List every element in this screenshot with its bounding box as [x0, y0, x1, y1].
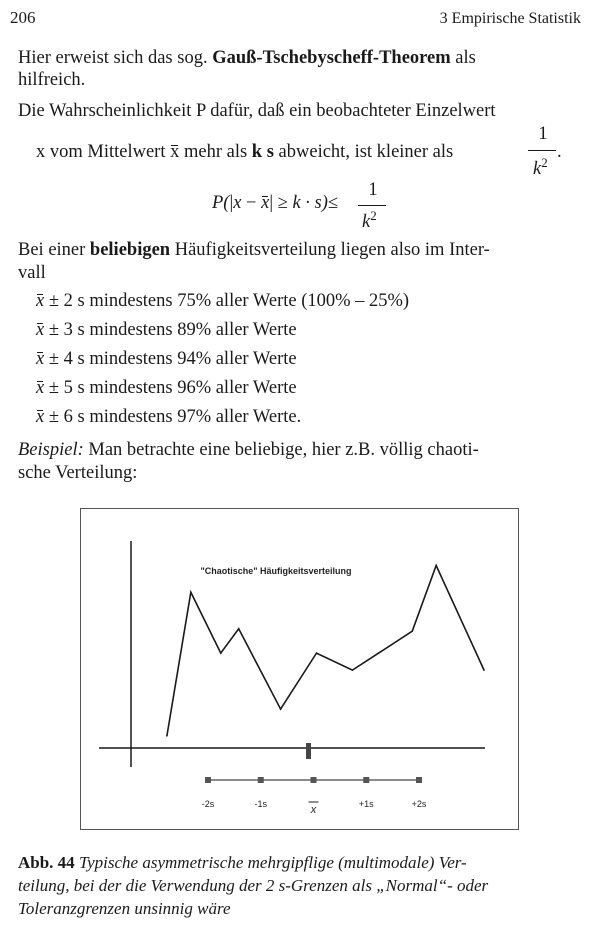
interval-text: ± 4 s mindestens 94% aller Werte: [44, 349, 297, 369]
chart-frame: [80, 508, 519, 830]
formula-p: P(: [212, 193, 230, 213]
statement-text-c: abweicht, ist kleiner als: [273, 142, 454, 162]
mean-symbol: x: [170, 142, 180, 162]
page-number: 206: [10, 8, 36, 27]
formula-denominator: [362, 208, 377, 233]
fraction-denominator: [533, 155, 548, 180]
formula-abs-left: |: [229, 193, 234, 213]
caption-label: Abb. 44: [18, 853, 75, 872]
caption-line-3: Toleranzgrenzen unsinnig wäre: [18, 899, 231, 918]
interval-text: ± 5 s mindestens 96% aller Werte: [44, 378, 297, 398]
interval-mean: x: [36, 378, 45, 398]
sigma-tick-label: -1s: [254, 799, 268, 809]
interval-item: [36, 407, 301, 428]
sigma-tick-marker: [363, 777, 369, 783]
interval-text: ± 3 s mindestens 89% aller Werte: [44, 320, 297, 340]
sigma-tick-marker: [258, 777, 264, 783]
formula-abs-right: |: [269, 193, 274, 213]
data-point: [280, 708, 282, 710]
sigma-tick-label: +2s: [411, 799, 427, 809]
formula-ks: k · s): [292, 193, 328, 213]
distribution-line-1: [18, 240, 490, 261]
formula-ge: ≥: [273, 193, 293, 213]
caption-text: Typische asymmetrische mehrgipflige (multimodale) Ver-: [74, 853, 467, 872]
distribution-bold: beliebigen: [89, 240, 171, 260]
theorem-name: Gauß-Tschebyscheff-Theorem: [212, 48, 451, 68]
data-point: [316, 652, 318, 654]
intro-line-2: hilfreich.: [18, 70, 86, 90]
formula-k: k: [362, 212, 371, 233]
data-point: [435, 565, 437, 567]
chart-title: "Chaotische" Häufigkeitsverteilung: [200, 566, 352, 576]
fraction-bar: [528, 150, 556, 151]
data-point: [190, 591, 192, 593]
interval-mean: x: [36, 407, 45, 427]
data-point: [166, 735, 168, 737]
intro-line-1: [18, 48, 476, 69]
interval-item: [36, 320, 297, 341]
probability-formula: [212, 193, 338, 214]
sigma-tick-marker: [311, 777, 317, 783]
example-label: Beispiel:: [18, 440, 84, 460]
sigma-tick-marker: [416, 777, 422, 783]
distribution-text-a: Bei einer: [18, 240, 90, 260]
distribution-line-2: vall: [18, 263, 46, 283]
example-text: Man betrachte eine beliebige, hier z.B. völlig chaoti-: [83, 440, 479, 460]
sigma-tick-marker: [205, 777, 211, 783]
data-point: [411, 630, 413, 632]
interval-item: [36, 378, 297, 399]
data-point: [220, 652, 222, 654]
caption-line-1: [18, 853, 467, 873]
sigma-tick-label: x: [310, 804, 317, 816]
interval-mean: x: [36, 291, 45, 311]
sigma-tick-label: -2s: [201, 799, 215, 809]
statement-text-b: mehr als: [179, 142, 252, 162]
ks-term: k s: [251, 142, 274, 162]
intro-text-end: als: [450, 48, 476, 68]
series-line: [167, 566, 484, 736]
formula-xbar: x: [261, 193, 270, 213]
interval-text: ± 6 s mindestens 97% aller Werte.: [44, 407, 302, 427]
data-point: [483, 669, 485, 671]
sigma-tick-label: +1s: [358, 799, 374, 809]
interval-text: ± 2 s mindestens 75% aller Werte (100% – 25%): [44, 291, 410, 311]
interval-item: [36, 349, 297, 370]
formula-fraction-bar: [358, 205, 386, 206]
fraction-numerator: 1: [538, 124, 548, 144]
frac-k: k: [533, 159, 542, 180]
example-line-1: [18, 440, 479, 461]
intro-text: Hier erweist sich das sog.: [18, 48, 213, 68]
statement-line-2: [36, 142, 453, 163]
caption-line-2: teilung, bei der die Verwendung der 2 s-Grenzen als „Normal“- oder: [18, 876, 489, 895]
formula-numerator: 1: [368, 180, 378, 200]
fraction-dot: .: [557, 142, 562, 162]
formula-exponent: 2: [370, 208, 377, 223]
formula-le: ≤: [327, 193, 339, 213]
statement-text-a: x vom Mittelwert: [36, 142, 171, 162]
mean-marker: [306, 743, 311, 759]
example-line-2: sche Verteilung:: [18, 463, 138, 483]
formula-minus: −: [241, 193, 262, 213]
interval-mean: x: [36, 349, 45, 369]
formula-x: x: [233, 193, 242, 213]
interval-mean: x: [36, 320, 45, 340]
chaotic-distribution-chart: [81, 509, 518, 829]
data-point: [352, 669, 354, 671]
frac-exponent: 2: [541, 155, 548, 170]
statement-line-1: Die Wahrscheinlichkeit P dafür, daß ein beobachteter Einzelwert: [18, 101, 496, 121]
chapter-title: 3 Empirische Statistik: [439, 10, 581, 27]
data-point: [238, 628, 240, 630]
distribution-text-b: Häufigkeitsverteilung liegen also im Inter-: [170, 240, 490, 260]
interval-item: [36, 291, 409, 312]
